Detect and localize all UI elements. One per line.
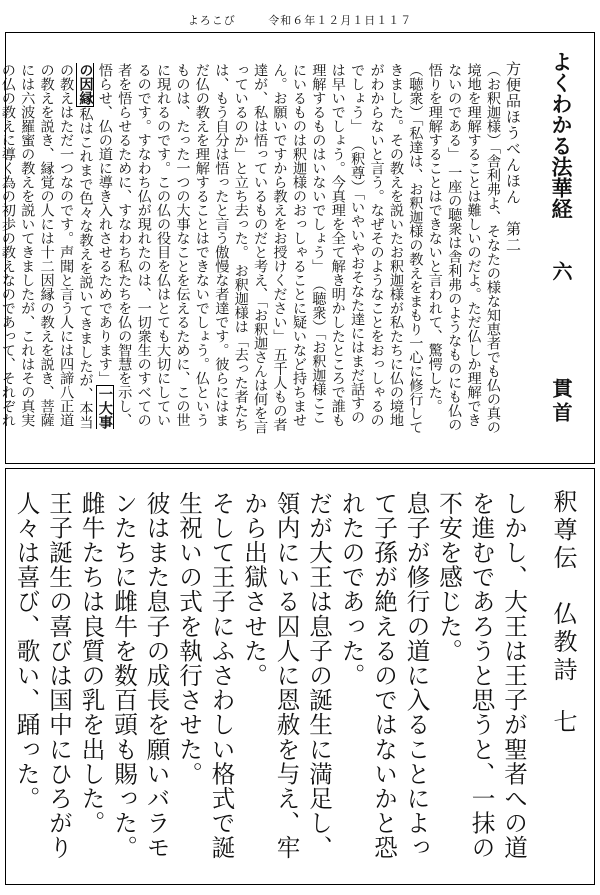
top-title: よくわかる法華経 xyxy=(549,51,574,219)
top-author: 貫首 xyxy=(549,378,573,426)
bottom-body xyxy=(10,491,530,881)
top-body-before: （お釈迦様）「舎利弗よ、そなたの様な知恵者でも仏の真の境地を理解することは難しいのだよ。ただ仏しか理解できないのである」 一座の聴衆は舎利弗のようなものにも仏の悟りを理解することはできないと言われて、驚愕した。 （聴衆）「私達は、お釈迦様の教えをまもり一心に修行してきました。その教えを説いたお釈迦様が私たちに仏の境地がわからないと言う。なぜそのようなことをおっしゃるのでしょう」 （釈尊）「いやいやおそなた達にはまだ話すのは早いでしょう。今真理を全て解き明かしたところで誰も理解するものはいないでしょう」 （聴衆）「お釈迦様ここにいるものは釈迦様のおっしゃることに疑いなど持ちません。お願いですから教えをお授けください」 五千人もの者達が、私は悟っているものだと考え、「お釈迦さんは何を言っているのか」と立ち去った。 お釈迦様は「去った者たちは、もう自分は悟ったと言う傲慢な者達です。彼らにはまだ仏の教えを理解することはできないでしょう。仏というものは、たった一つの大事なことを伝えるために、この世に現れるのです。この仏の役目を仏はとても大切にしているのです。すなわち仏が現れたのは、一切衆生のすべての者を悟らせるために、すなわち私たちを仏の智慧を示し、悟らせ、仏の道に導き入れさせるためであります」 xyxy=(96,63,501,434)
top-number: 六 xyxy=(549,261,573,281)
bottom-paragraph: 息子が修行の道に入ることによって子孫が絶えるのではないかと恐れたのであった。 xyxy=(337,491,431,860)
bottom-paragraph: 王子誕生の喜びは国中にひろがり人々は喜び、歌い、踊った。 xyxy=(12,491,73,860)
top-article xyxy=(0,32,595,464)
highlight-term: 一大事の因縁 xyxy=(77,63,113,429)
bottom-paragraph: 彼はまた息子の成長を願いバラモンたちに雌牛を数百頭も賜った。雌牛たちは良質の乳を出した。 xyxy=(77,491,171,860)
bottom-paragraph: しかし、大王は王子が聖者への道を進むであろうと思うと、一抹の不安を感じた。 xyxy=(435,491,528,860)
top-body xyxy=(2,63,502,438)
bottom-article xyxy=(5,468,595,885)
bottom-subtitle: 仏教詩 xyxy=(549,601,577,685)
header-left: よろこび xyxy=(187,14,236,27)
bottom-title: 釈尊伝 xyxy=(549,489,577,573)
bottom-number: 七 xyxy=(549,709,577,733)
bottom-paragraph: だが大王は息子の誕生に満足し、領内にいる囚人に恩赦を与え、牢から出獄させた。 xyxy=(240,491,333,860)
bottom-paragraph: そして王子にふさわしい格式で誕生祝いの式を執行させた。 xyxy=(175,491,236,860)
page-header xyxy=(0,12,600,28)
top-subtitle: 方便品ほうべんほん 第二 xyxy=(504,61,522,253)
top-body-after: 私はこれまで色々な教えを説いてきましたが、本当の教えはただ一つなのです。声聞と言う人には四諦八正道の教えを説き、縁覚の人には十二因縁の教えを説き、菩薩には六波羅蜜の教えを説いてきましたが、これはその真実の仏の教えに導く為の初歩の教えなのであって、それぞれ xyxy=(0,63,94,429)
header-right: 令和６年１２月１日１１７ xyxy=(268,14,413,27)
